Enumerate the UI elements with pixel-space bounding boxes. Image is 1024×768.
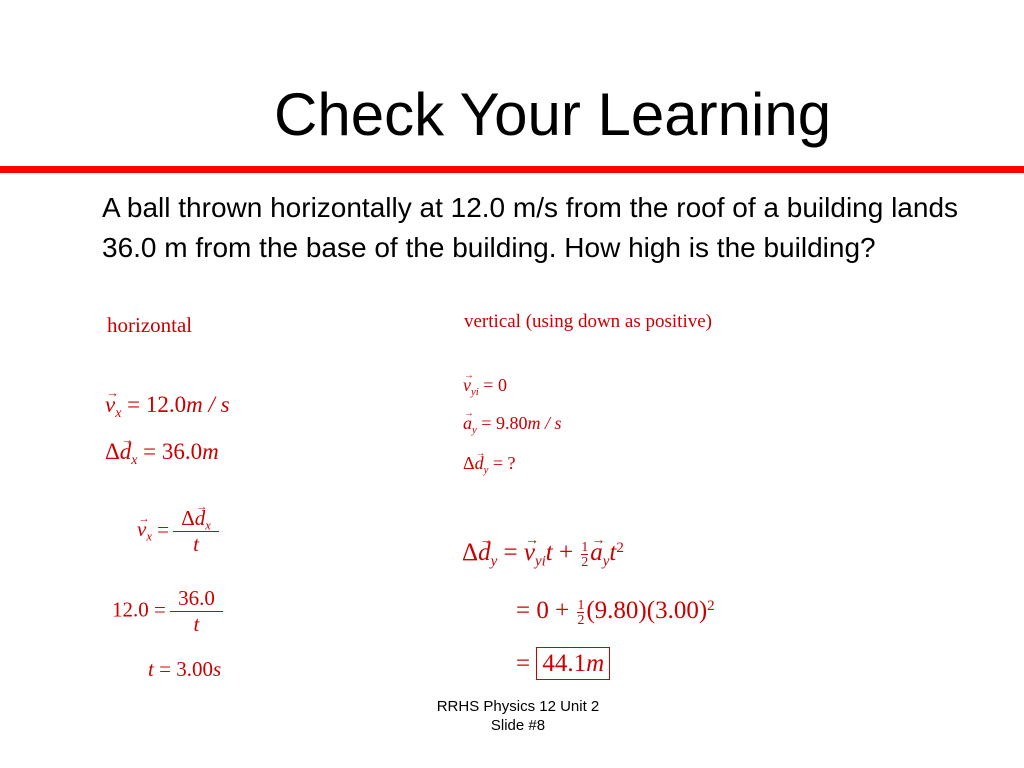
vertical-given-acceleration: → $a_y = 9.80m / s$ <box>463 414 561 432</box>
horizontal-substitution: 12.0 = $\frac{36.0}{t}$ <box>112 588 222 635</box>
vertical-given-initial-velocity: → $v_{yi} = 0$ <box>463 376 507 394</box>
vertical-answer: = 44.1m <box>516 651 610 676</box>
horizontal-given-displacement: $\Delta\to d_x = 36.0m$ <box>105 440 219 463</box>
vertical-label: vertical (using down as positive) <box>464 311 713 332</box>
vx-value: 12.0 <box>145 392 187 417</box>
dx-value: 36.0 <box>161 439 203 464</box>
horizontal-given-velocity: → $v_x = 12.0m / s$ <box>105 393 230 416</box>
step2-numerator: 36.0 <box>178 586 215 610</box>
vx-unit: m / s <box>186 392 230 417</box>
problem-statement: A ball thrown horizontally at 12.0 m/s from the roof of a building lands 36.0 m from the base of the building. How high is the building? <box>102 192 959 263</box>
substitution-fraction: $\frac{36.0}{t}$ <box>174 588 219 635</box>
horizontal-label: horizontal <box>107 313 193 337</box>
ay-value: 9.80 <box>495 413 528 433</box>
horizontal-velocity-equation: → $v_x$ = $\frac{\Delta\to d_x}{t}$ <box>137 508 218 555</box>
time-unit: s <box>212 657 222 681</box>
horizontal-time-result: t = 3.00s <box>148 657 222 681</box>
answer-value: 44.1 <box>542 650 587 677</box>
footer-slide-number: Slide #8 <box>490 717 546 734</box>
vyi-value: 0 <box>497 375 507 395</box>
time-value: 3.00 <box>176 657 213 681</box>
sub-values: (9.80)(3.00) <box>586 597 708 624</box>
velocity-fraction: $\frac{\Delta\to d_x}{t}$ <box>177 508 215 555</box>
slide-title: Check Your Learning <box>274 81 832 148</box>
vertical-unknown-displacement: $\Delta\to d_y$ = ? <box>463 454 516 472</box>
title-divider <box>0 166 1024 173</box>
vertical-substitution: = 0 + $\frac{1}{2}$ $(9.80)(3.00)^2$ <box>516 597 715 627</box>
vertical-kinematic-equation: $\Delta\to d_y$ = → $v_{yi}t$ + $\frac{1}{2}$ → $a_yt^2$ <box>462 540 624 569</box>
ay-unit: m / s <box>527 413 562 433</box>
step2-lhs: 12.0 <box>112 597 149 622</box>
footer-course: RRHS Physics 12 Unit 2 <box>436 698 600 715</box>
slide-footer <box>418 697 618 735</box>
dx-unit: m <box>202 439 219 464</box>
sub-zero: 0 <box>536 597 549 624</box>
answer-box <box>536 647 610 680</box>
dy-value: ? <box>507 453 516 473</box>
answer-unit: m <box>586 650 605 677</box>
